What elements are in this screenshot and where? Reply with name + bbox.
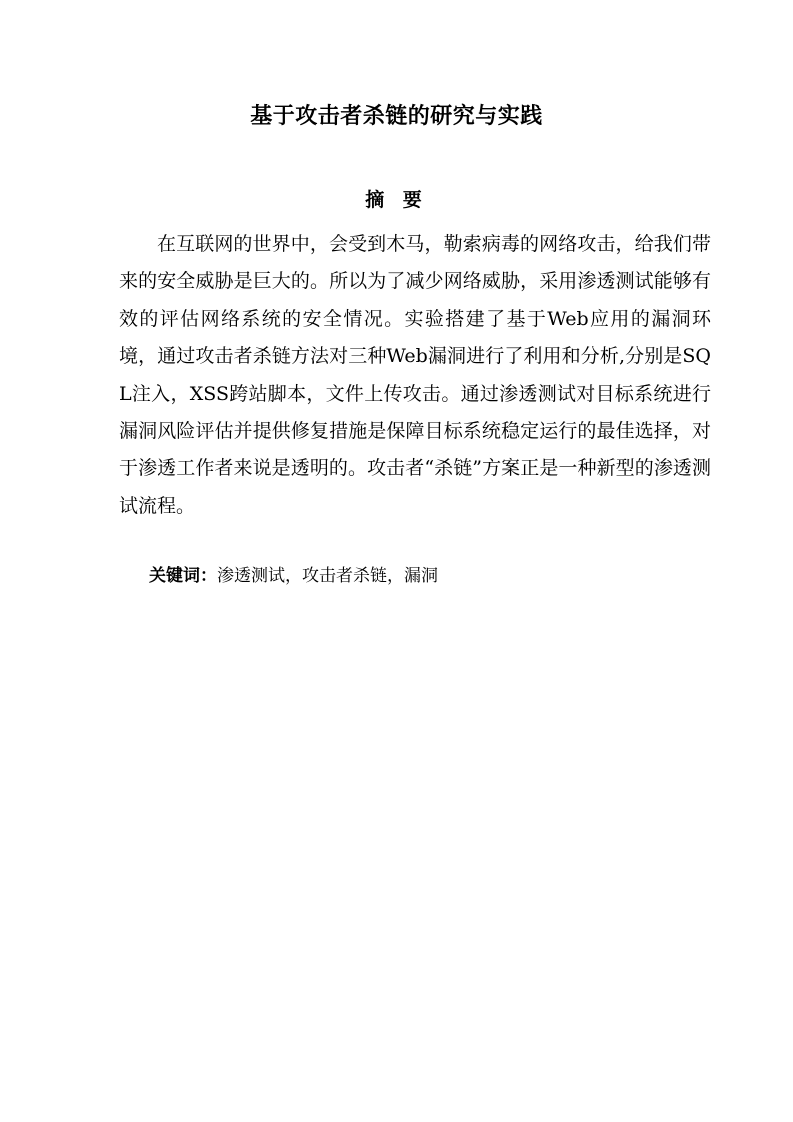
keywords-label: 关键词：: [149, 566, 217, 586]
keywords-values: 渗透测试，攻击者杀链，漏洞: [217, 566, 438, 586]
keywords-line: [149, 562, 709, 590]
paper-title: 基于攻击者杀链的研究与实践: [250, 104, 543, 129]
abstract-paragraph: 在互联网的世界中，会受到木马，勒索病毒的网络攻击，给我们带来的安全威胁是巨大的。所以为了减少网络威胁，采用渗透测试能够有效的评估网络系统的安全情况。实验搭建了基于Web应用的漏洞环境，通过攻击者杀链方法对三种Web漏洞进行了利用和分析,分别是SQL注入，XSS跨站脚本，文件上传攻击。通过渗透测试对目标系统进行漏洞风险评估并提供修复措施是保障目标系统稳定运行的最佳选择，对于渗透工作者来说是透明的。攻击者“杀链”方案正是一种新型的渗透测试流程。: [119, 233, 711, 517]
abstract-heading: 摘 要: [365, 189, 428, 211]
